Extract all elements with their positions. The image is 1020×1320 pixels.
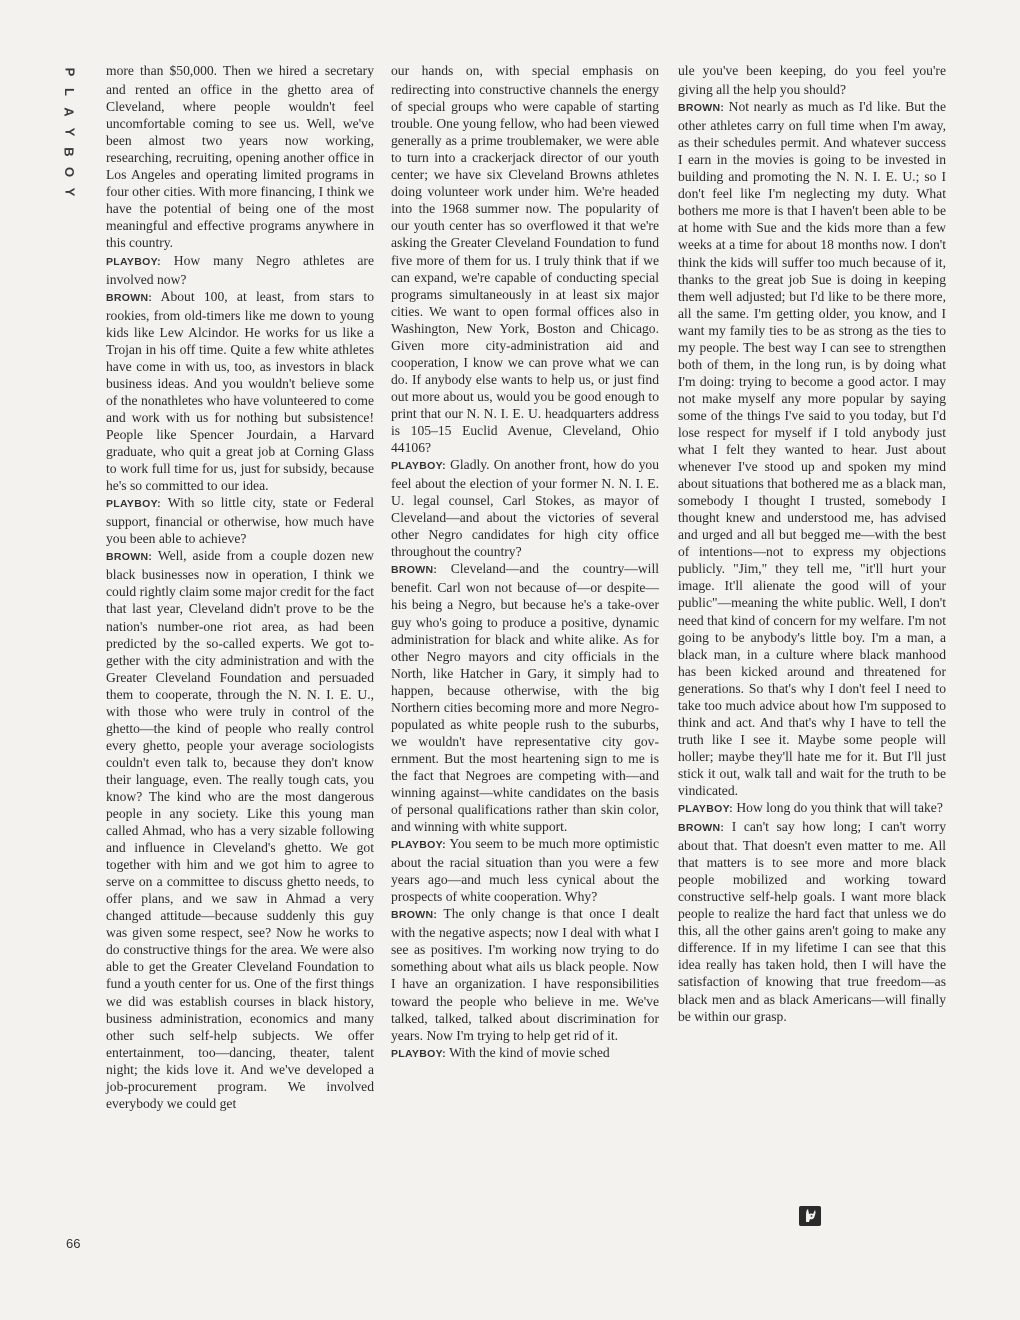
speaker-label: BROWN: (678, 102, 725, 115)
paragraph (106, 494, 374, 547)
paragraph (391, 62, 659, 456)
paragraph-text: How long do you think that will take? (736, 800, 943, 816)
paragraph (391, 560, 659, 835)
speaker-label: PLAYBOY: (391, 1047, 446, 1060)
paragraph (678, 98, 946, 799)
paragraph (391, 1044, 659, 1063)
speaker-label: BROWN: (106, 291, 153, 304)
masthead-letter: L (61, 88, 77, 96)
page-number: 66 (66, 1236, 81, 1251)
paragraph (678, 799, 946, 818)
speaker-label: BROWN: (678, 822, 725, 835)
paragraph-text: I can't say how long; I can't worry about that. That doesn't even matter to me. All that matters is to see more and more black people mobilized and working toward constructive self-help goals. I want more black people to realize the hard fact that unless we do this, all the other gains aren't going to make any difference. If in my lifetime I can see that this idea really has taken hold, then I will have the satisfaction of knowing that true freedom—as black men and as black Americans—will finally be within our grasp. (678, 819, 946, 1024)
masthead-letter: O (62, 166, 77, 178)
speaker-label: BROWN: (391, 564, 438, 577)
paragraph-text: Not nearly as much as I'd like. But the other athletes carry on full time when I'm away, as their schedules permit. And whatever success I earn in the movies is going to be invested in building and promoting the N. N. I. E. U.; so I don't feel like I'm neglecting my duty. What bothers me more is that I haven't been able to be at home with Sue and the kids more than a few weeks at a time for about 18 months now. I don't think the kids will suffer too much because of it, thanks to the great job Sue is doing in keeping them well adjusted; but I'd like to be there more, all the same. I'm getting older, you know, and I want my family ties to be as strong as the ties to my people. The best way I can see to strengthen both of them, in the long run, is by doing what I'm doing: trying to become a good actor. I may not make myself any more popular by saying some of the things I've said to you today, but I'd lose respect for myself if I told anybody just what I felt they wanted to hear. Just about whenever I've stood up and spoken my mind about situations that bothered me as a black man, somebody I thought I trusted, somebody I thought knew and understood me, has advised and urged and all but begged me—with the best of intentions—not to express my objections publicly. "Jim," they tell me, "it'll hurt your image. It'll alienate the good will of your public"—meaning the white public. Well, I don't need that kind of concern for my welfare. I'm not going to be anybody's little boy. I'm a man, a black man, in a culture where black manhood has been kicked around and threatened for generations. So that's why I don't feel I need to take too much advice about how I'm supposed to think and act. And that's why I have to tell the truth like I see it. Maybe some people will holler; maybe they'll hate me for it. But I'll just stick it out, walk tall and wait for the truth to be vindicated. (678, 99, 946, 798)
masthead-letter: B (61, 147, 77, 157)
paragraph (391, 456, 659, 560)
rabbit-head-end-mark-icon (799, 1206, 821, 1226)
paragraph (106, 62, 374, 252)
masthead-letter: P (61, 67, 77, 77)
speaker-label: PLAYBOY: (678, 803, 733, 816)
speaker-label: PLAYBOY: (106, 498, 161, 511)
speaker-label: PLAYBOY: (391, 460, 446, 473)
masthead-letter: Y (61, 127, 77, 137)
paragraph (106, 547, 374, 1112)
paragraph-text: our hands on, with special emphasis on redirecting into constructive channels the energy of special groups who were capable of starting trouble. One young fellow, who had been viewed generally as a prime troublemaker, we were able to turn into a crackerjack director of our youth center; we have six Cleveland Browns athletes doing volunteer work under him. We're headed into the 1968 summer now. The popularity of our youth center has so overflowed it that we're asking the Greater Cleveland Foundation to fund five more of them for us. I truly think that if we can expand, we're capable of conducting special programs simultaneously in at least six major cities. We want to open formal offices also in Washington, New York, Boston and Chicago. Given more city-administration aid and cooperation, I know we can prove what we can do. If anybody else wants to help us, or just find out more about us, would you be good enough to print that our N. N. I. E. U. headquarters address is 105–15 Euclid Avenue, Cleveland, Ohio 44106? (391, 63, 659, 456)
paragraph (106, 252, 374, 288)
paragraph-text: With so little city, state or Federal support, financial or otherwise, how much have you been able to achieve? (106, 495, 374, 547)
paragraph-text: ule you've been keeping, do you feel you're giving all the help you should? (678, 63, 946, 98)
paragraph-text: The only change is that once I dealt with the negative aspects; now I deal with what I see as positives. I'm working now trying to do something about what ails us black people. Now I have an organization. I have responsibilities toward the people who believe in me. We've talked, talked, talked about discrimination for years. Now I'm trying to help get rid of it. (391, 906, 660, 1043)
paragraph-text: How many Negro athletes are involved now? (106, 252, 374, 287)
paragraph-text: About 100, at least, from stars to rookies, from old-timers like me down to young kids like Lew Alcindor. He works for us like a Trojan in his off time. Quite a few white athletes have come in with us, too, as investors in black business ideas. And you wouldn't believe some of the nonathletes who have volunteered to come and work with us for nothing but subsistence! People like Spencer Jourdain, a Harvard graduate, who quit a great job at Corning Glass to work full time for us, just for subsidy, because he's so committed to our idea. (106, 288, 374, 494)
speaker-label: PLAYBOY: (391, 839, 446, 852)
text-column-1 (106, 62, 374, 1112)
masthead-letter: Y (61, 187, 77, 197)
masthead-letter: A (61, 107, 77, 117)
paragraph-text: Well, aside from a couple dozen new black businesses now in operation, I think we could rightly claim some major credit for the fact that last year, Cleveland didn't prove to be the nation's number-one riot area, as had been predicted by the so-called experts. We got together with the city administration and with the Greater Cleveland Foundation and persuaded them to cooperate, through the N. N. I. E. U., with those who were truly in control of the ghetto—the kind of people who really control every ghetto, people your average sociologists couldn't even talk to, because they don't know their language, even. The really tough cats, you know? The kind who are the most dangerous people in any society. Like this young man called Ahmad, who has a very sizable following and influence in Cleveland's ghetto. We got together with him and we got him to agree to serve on a committee to discuss ghetto needs, to offer plans, and we saw in Ahmad a very changed attitude—because suddenly this guy was given some respect, see? Now he works to do constructive things for the area. We were also able to get the Greater Cleveland Foundation to fund a youth center for us. One of the first things we did was establish courses in black history, business administration, economics and many other such self-help subjects. We offer entertainment, too—dancing, theater, talent night; the kids love it. And we've developed a job-procurement program. We involved everybody we could get (106, 548, 375, 1111)
speaker-label: PLAYBOY: (106, 255, 161, 268)
paragraph-text: With the kind of movie sched (449, 1044, 610, 1060)
paragraph (678, 818, 946, 1025)
speaker-label: BROWN: (391, 909, 438, 922)
text-column-3 (678, 62, 946, 1025)
paragraph (678, 62, 946, 98)
paragraph-text: more than $50,000. Then we hired a secretary and rented an office in the ghetto area of Cleveland, where people wouldn't feel uncomfortable coming to see us. Well, we've been almost two years now working, researching, recruiting, opening another office in Los Angeles and operating limited programs in four other cities. With more financing, I think we have the potential of being one of the most meaningful and effective programs anywhere in this country. (106, 63, 374, 251)
paragraph-text: Gladly. On another front, how do you feel about the election of your former N. N. I. E. U. legal counsel, Carl Stokes, as mayor of Cleveland—and about the victories of several other Negro candidates for high city office throughout the country? (391, 457, 659, 560)
paragraph-text: You seem to be much more optimistic about the racial situation than you were a few years ago—and much less cynical about the prospects of white cooperation. Why? (391, 836, 659, 905)
paragraph-text: Cleveland—and the country—will benefit. Carl won not because of—or despite—his being a Negro, but because he's a take-over guy who's going to produce a positive, dynamic administration for black and white alike. As for other Negro mayors and city officials in the North, like Hatcher in Gary, it simply had to happen, because otherwise, with the big Northern cities becoming more and more Negro-populated as white people rush to the suburbs, we wouldn't have representative city government. But the most heartening sign to me is the fact that Negroes are competing with—and winning against—white candidates on the basis of personal qualifications rather than skin color, and winning with white support. (391, 561, 659, 835)
playboy-vertical-masthead (58, 62, 76, 222)
paragraph (391, 905, 659, 1043)
text-column-2 (391, 62, 659, 1063)
paragraph (391, 835, 659, 905)
paragraph (106, 288, 374, 495)
speaker-label: BROWN: (106, 551, 153, 564)
